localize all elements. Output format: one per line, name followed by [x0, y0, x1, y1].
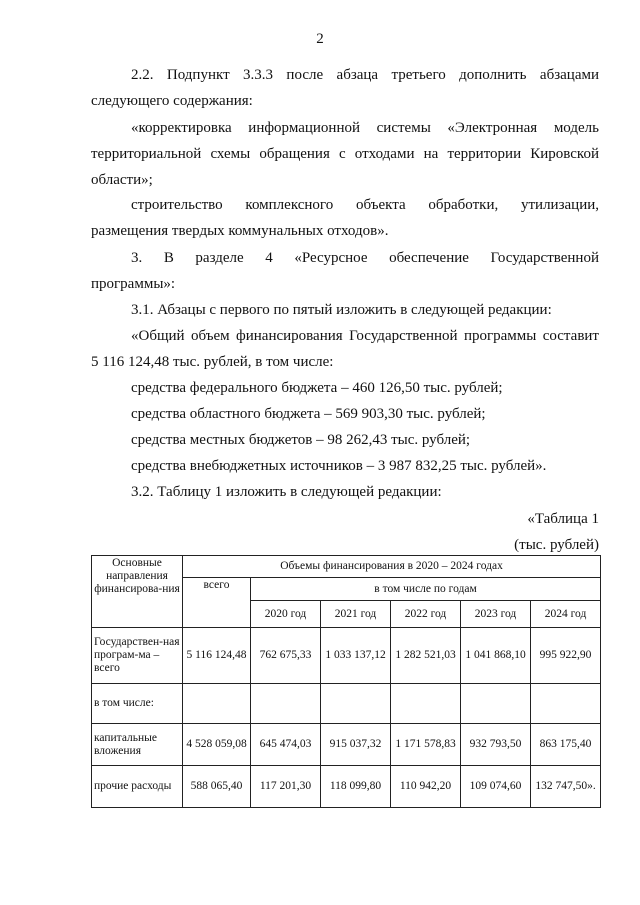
paragraph-total-line2: 5 116 124,48 тыс. рублей, в том числе:	[91, 354, 334, 370]
row-value: 1 041 868,10	[461, 628, 531, 684]
row-value	[531, 684, 601, 724]
header-year-2023: 2023 год	[461, 601, 531, 628]
row-value: 1 171 578,83	[391, 724, 461, 766]
row-value: 645 474,03	[251, 724, 321, 766]
row-value	[251, 684, 321, 724]
row-value: 762 675,33	[251, 628, 321, 684]
paragraph-extrabudget: средства внебюджетных источников – 3 987 832,25 тыс. рублей».	[131, 458, 547, 474]
paragraph-regional: средства областного бюджета – 569 903,30 тыс. рублей;	[131, 406, 486, 422]
table-row	[92, 766, 601, 808]
row-value: 110 942,20	[391, 766, 461, 808]
paragraph-3-line2: программы»:	[91, 276, 176, 292]
paragraph-2-2-line1: 2.2. Подпункт 3.3.3 после абзаца третьего дополнить абзацами	[131, 67, 599, 83]
paragraph-federal: средства федерального бюджета – 460 126,50 тыс. рублей;	[131, 380, 503, 396]
row-value: 118 099,80	[321, 766, 391, 808]
row-label: прочие расходы	[92, 766, 183, 808]
row-value: 109 074,60	[461, 766, 531, 808]
paragraph-2-2-line2: следующего содержания:	[91, 93, 253, 109]
header-year-2022: 2022 год	[391, 601, 461, 628]
row-total: 4 528 059,08	[183, 724, 251, 766]
page-number: 2	[316, 31, 324, 47]
row-label: в том числе:	[92, 684, 183, 724]
row-total	[183, 684, 251, 724]
paragraph-correction-line3: области»;	[91, 172, 153, 188]
row-total: 588 065,40	[183, 766, 251, 808]
row-value: 995 922,90	[531, 628, 601, 684]
header-year-2020: 2020 год	[251, 601, 321, 628]
row-value: 1 282 521,03	[391, 628, 461, 684]
paragraph-construction-line1: строительство комплексного объекта обработки, утилизации,	[131, 197, 599, 213]
paragraph-3-line1: 3. В разделе 4 «Ресурсное обеспечение Государственной	[131, 250, 599, 266]
row-total: 5 116 124,48	[183, 628, 251, 684]
row-value: 863 175,40	[531, 724, 601, 766]
header-by-years: в том числе по годам	[251, 578, 601, 601]
financing-table	[91, 555, 601, 808]
table-row	[92, 724, 601, 766]
paragraph-correction-line2: территориальной схемы обращения с отходами на территории Кировской	[91, 146, 599, 162]
table-row	[92, 684, 601, 724]
row-value	[461, 684, 531, 724]
paragraph-correction-line1: «корректировка информационной системы «Электронная модель	[131, 120, 599, 136]
paragraph-3-1: 3.1. Абзацы с первого по пятый изложить в следующей редакции:	[131, 302, 552, 318]
row-value: 1 033 137,12	[321, 628, 391, 684]
header-volumes: Объемы финансирования в 2020 – 2024 годах	[183, 556, 601, 578]
row-label: капитальные вложения	[92, 724, 183, 766]
paragraph-3-2: 3.2. Таблицу 1 изложить в следующей редакции:	[131, 484, 442, 500]
row-value	[321, 684, 391, 724]
table-caption: «Таблица 1	[527, 511, 599, 527]
paragraph-total-line1: «Общий объем финансирования Государственной программы составит	[131, 328, 599, 344]
paragraph-local: средства местных бюджетов – 98 262,43 тыс. рублей;	[131, 432, 471, 448]
table-row	[92, 628, 601, 684]
table-unit: (тыс. рублей)	[514, 537, 599, 553]
header-year-2024: 2024 год	[531, 601, 601, 628]
header-main-directions: Основные направления финансирова-ния	[92, 556, 183, 628]
row-value: 117 201,30	[251, 766, 321, 808]
row-value	[391, 684, 461, 724]
header-total: всего	[183, 578, 251, 628]
header-year-2021: 2021 год	[321, 601, 391, 628]
row-value: 915 037,32	[321, 724, 391, 766]
row-label: Государствен-ная програм-ма – всего	[92, 628, 183, 684]
row-value: 132 747,50».	[531, 766, 601, 808]
row-value: 932 793,50	[461, 724, 531, 766]
paragraph-construction-line2: размещения твердых коммунальных отходов».	[91, 223, 389, 239]
